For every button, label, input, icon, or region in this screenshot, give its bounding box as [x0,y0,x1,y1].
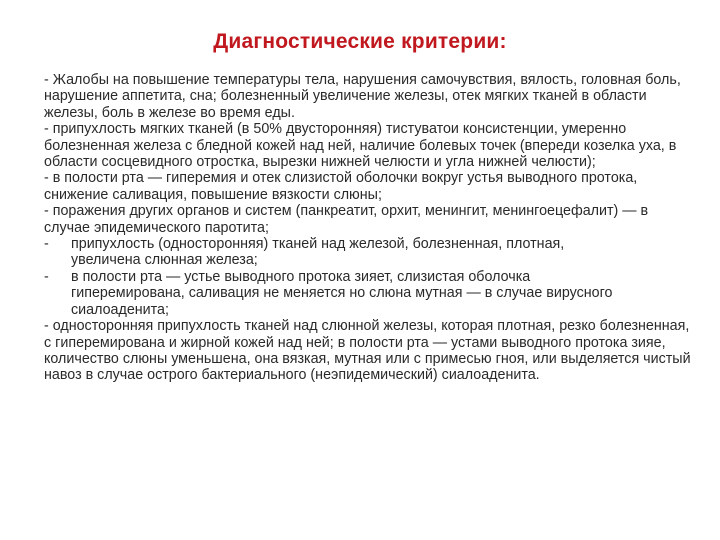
list-item-text: в полости рта — устье выводного протока зияет, слизистая оболочка [71,268,531,285]
unilateral-swelling-paragraph: - односторонняя припухлость тканей над слюнной железы, которая плотная, резко болезненная, с гиперемирована и жирной кожей над ней; в полости рта — устами выводного протока зияе, количество слюны уменьшена, она вязкая, мутная или с примесью гноя, или выделяется чистый навоз в случае острого бактериального (неэпидемический) сиалоаденита. [44,318,691,384]
slide-title: Диагностические критерии: [213,30,507,53]
list-item-continuation: увеличена слюнная железа; [71,252,258,269]
oral-cavity-paragraph: - в полости рта — гиперемия и отек слизистой оболочки вокруг устья выводного протока, снижение саливация, повышение вязкости слюны; [44,170,638,203]
list-dash: - [44,268,49,285]
criteria-text [44,72,694,384]
list-item [44,236,694,252]
swelling-paragraph: - припухлость мягких тканей (в 50% двусторонняя) тистуватои консистенции, умеренно болезненная железа с бледной кожей над ней, наличие болевых точек (впереди козелка уха, в области сосцевидного отростка, вырезки нижней челюсти и угла нижней челюсти); [44,121,677,171]
complaints-paragraph: - Жалобы на повышение температуры тела, нарушения самочувствия, вялость, головная боль, нарушение аппетита, сна; болезненный увеличение железы, отек мягких тканей в области железы, боль в железе во время еды. [44,72,681,121]
other-organs-paragraph: - поражения других органов и систем (панкреатит, орхит, менингит, менингоецефалит) — в случае эпидемического паротита; [44,203,649,236]
list-item [44,269,694,285]
list-item-continuation: гиперемирована, саливация не меняется но слюна мутная — в случае вирусного сиалоаденита; [71,285,613,318]
list-dash: - [44,236,49,253]
list-item-text: припухлость (односторонняя) тканей над железой, болезненная, плотная, [71,236,565,253]
